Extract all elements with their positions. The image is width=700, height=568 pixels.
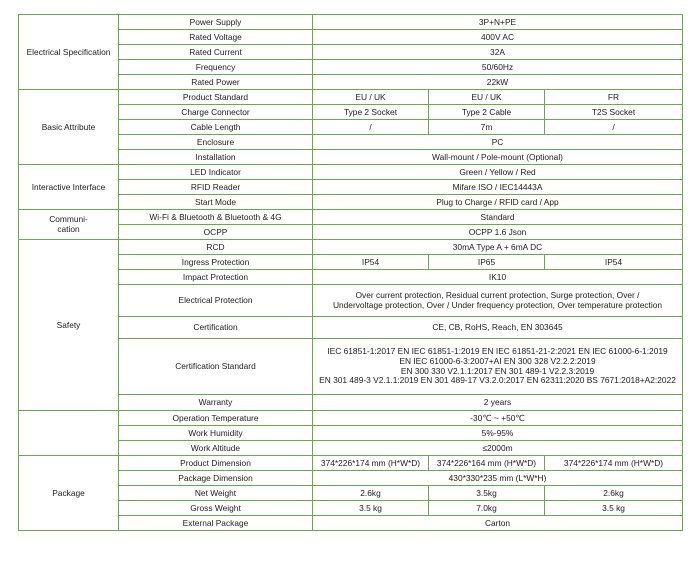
value-gross-weight-3: 3.5 kg: [545, 501, 683, 516]
value-certification-standard: IEC 61851-1:2017 EN IEC 61851-1:2019 EN IEC 61851-21-2:2021 EN IEC 61000-6-1:2019 EN IEC 61000-6-3:2007+AI EN 300 328 V2.2.2:2019 EN 300 330 V2.1.1:2017 EN 301 489-1 V2.2.3:2019 EN 301 489-3 V2.1.1:2019 EN 301 489-17 V3.2.0:2017 EN 62311:2020 BS 7671:2018+A2:2022: [313, 339, 683, 395]
value-enclosure: PC: [313, 135, 683, 150]
label-certification: Certification: [119, 317, 313, 339]
label-product-standard: Product Standard: [119, 90, 313, 105]
label-cable-length: Cable Length: [119, 120, 313, 135]
row-ingress-protection: [19, 255, 683, 270]
value-ocpp: OCPP 1.6 Json: [313, 225, 683, 240]
value-wireless: Standard: [313, 210, 683, 225]
row-rated-voltage: [19, 30, 683, 45]
value-impact-protection: IK10: [313, 270, 683, 285]
label-charge-connector: Charge Connector: [119, 105, 313, 120]
label-frequency: Frequency: [119, 60, 313, 75]
row-rated-power: [19, 75, 683, 90]
row-cable-length: [19, 120, 683, 135]
value-rfid-reader: Mifare ISO / IEC14443A: [313, 180, 683, 195]
row-work-humidity: [19, 426, 683, 441]
row-work-altitude: [19, 441, 683, 456]
label-package-dimension: Package Dimension: [119, 471, 313, 486]
value-gross-weight-1: 3.5 kg: [313, 501, 429, 516]
value-ingress-protection-1: IP54: [313, 255, 429, 270]
value-frequency: 50/60Hz: [313, 60, 683, 75]
label-start-mode: Start Mode: [119, 195, 313, 210]
label-rated-voltage: Rated Voltage: [119, 30, 313, 45]
label-rcd: RCD: [119, 240, 313, 255]
value-rcd: 30mA Type A + 6mA DC: [313, 240, 683, 255]
value-start-mode: Plug to Charge / RFID card / App: [313, 195, 683, 210]
label-led-indicator: LED Indicator: [119, 165, 313, 180]
value-cable-length-1: /: [313, 120, 429, 135]
row-certification: [19, 317, 683, 339]
row-frequency: [19, 60, 683, 75]
row-led-indicator: [19, 165, 683, 180]
value-installation: Wall-mount / Pole-mount (Optional): [313, 150, 683, 165]
value-product-dimension-3: 374*226*174 mm (H*W*D): [545, 456, 683, 471]
row-warranty: [19, 395, 683, 411]
row-rcd: [19, 240, 683, 255]
row-impact-protection: [19, 270, 683, 285]
value-charge-connector-1: Type 2 Socket: [313, 105, 429, 120]
row-operation-temperature: [19, 411, 683, 426]
row-power-supply: [19, 15, 683, 30]
category-electrical: Electrical Specification: [19, 15, 119, 90]
value-led-indicator: Green / Yellow / Red: [313, 165, 683, 180]
row-external-package: [19, 516, 683, 531]
value-product-standard-2: EU / UK: [429, 90, 545, 105]
value-ingress-protection-3: IP54: [545, 255, 683, 270]
category-safety: Safety: [19, 240, 119, 411]
value-product-standard-1: EU / UK: [313, 90, 429, 105]
value-charge-connector-2: Type 2 Cable: [429, 105, 545, 120]
value-ingress-protection-2: IP65: [429, 255, 545, 270]
value-rated-power: 22kW: [313, 75, 683, 90]
value-external-package: Carton: [313, 516, 683, 531]
value-cable-length-3: /: [545, 120, 683, 135]
label-gross-weight: Gross Weight: [119, 501, 313, 516]
category-communication: Communi- cation: [19, 210, 119, 240]
category-interactive: Interactive Interface: [19, 165, 119, 210]
value-electrical-protection: Over current protection, Residual current protection, Surge protection, Over / Undervoltage protection, Over / Under frequency protection, Over temperature protection: [313, 285, 683, 317]
value-product-standard-3: FR: [545, 90, 683, 105]
label-rated-current: Rated Current: [119, 45, 313, 60]
label-electrical-protection: Electrical Protection: [119, 285, 313, 317]
row-gross-weight: [19, 501, 683, 516]
row-rated-current: [19, 45, 683, 60]
row-installation: [19, 150, 683, 165]
spec-table: [18, 14, 683, 531]
label-wireless: Wi-Fi & Bluetooth & Bluetooth & 4G: [119, 210, 313, 225]
category-package: Package: [19, 456, 119, 531]
value-cable-length-2: 7m: [429, 120, 545, 135]
category-environment: [19, 411, 119, 456]
value-net-weight-1: 2.6kg: [313, 486, 429, 501]
label-enclosure: Enclosure: [119, 135, 313, 150]
value-rated-current: 32A: [313, 45, 683, 60]
row-product-dimension: [19, 456, 683, 471]
value-operation-temperature: -30℃ ~ +50℃: [313, 411, 683, 426]
category-basic: Basic Attribute: [19, 90, 119, 165]
row-ocpp: [19, 225, 683, 240]
label-power-supply: Power Supply: [119, 15, 313, 30]
value-product-dimension-1: 374*226*174 mm (H*W*D): [313, 456, 429, 471]
row-wireless: [19, 210, 683, 225]
value-product-dimension-2: 374*226*164 mm (H*W*D): [429, 456, 545, 471]
label-ocpp: OCPP: [119, 225, 313, 240]
row-enclosure: [19, 135, 683, 150]
label-net-weight: Net Weight: [119, 486, 313, 501]
value-net-weight-2: 3.5kg: [429, 486, 545, 501]
row-net-weight: [19, 486, 683, 501]
row-start-mode: [19, 195, 683, 210]
row-package-dimension: [19, 471, 683, 486]
label-product-dimension: Product Dimension: [119, 456, 313, 471]
row-electrical-protection: [19, 285, 683, 317]
value-package-dimension: 430*330*235 mm (L*W*H): [313, 471, 683, 486]
label-warranty: Warranty: [119, 395, 313, 411]
value-charge-connector-3: T2S Socket: [545, 105, 683, 120]
label-operation-temperature: Operation Temperature: [119, 411, 313, 426]
value-net-weight-3: 2.6kg: [545, 486, 683, 501]
row-product-standard: [19, 90, 683, 105]
label-work-altitude: Work Altitude: [119, 441, 313, 456]
value-power-supply: 3P+N+PE: [313, 15, 683, 30]
label-work-humidity: Work Humidity: [119, 426, 313, 441]
label-ingress-protection: Ingress Protection: [119, 255, 313, 270]
label-certification-standard: Certification Standard: [119, 339, 313, 395]
label-installation: Installation: [119, 150, 313, 165]
label-rfid-reader: RFID Reader: [119, 180, 313, 195]
value-work-humidity: 5%-95%: [313, 426, 683, 441]
label-impact-protection: Impact Protection: [119, 270, 313, 285]
value-warranty: 2 years: [313, 395, 683, 411]
row-rfid-reader: [19, 180, 683, 195]
value-work-altitude: ≤2000m: [313, 441, 683, 456]
label-rated-power: Rated Power: [119, 75, 313, 90]
value-certification: CE, CB, RoHS, Reach, EN 303645: [313, 317, 683, 339]
label-external-package: External Package: [119, 516, 313, 531]
value-rated-voltage: 400V AC: [313, 30, 683, 45]
row-certification-standard: [19, 339, 683, 395]
value-gross-weight-2: 7.0kg: [429, 501, 545, 516]
row-charge-connector: [19, 105, 683, 120]
